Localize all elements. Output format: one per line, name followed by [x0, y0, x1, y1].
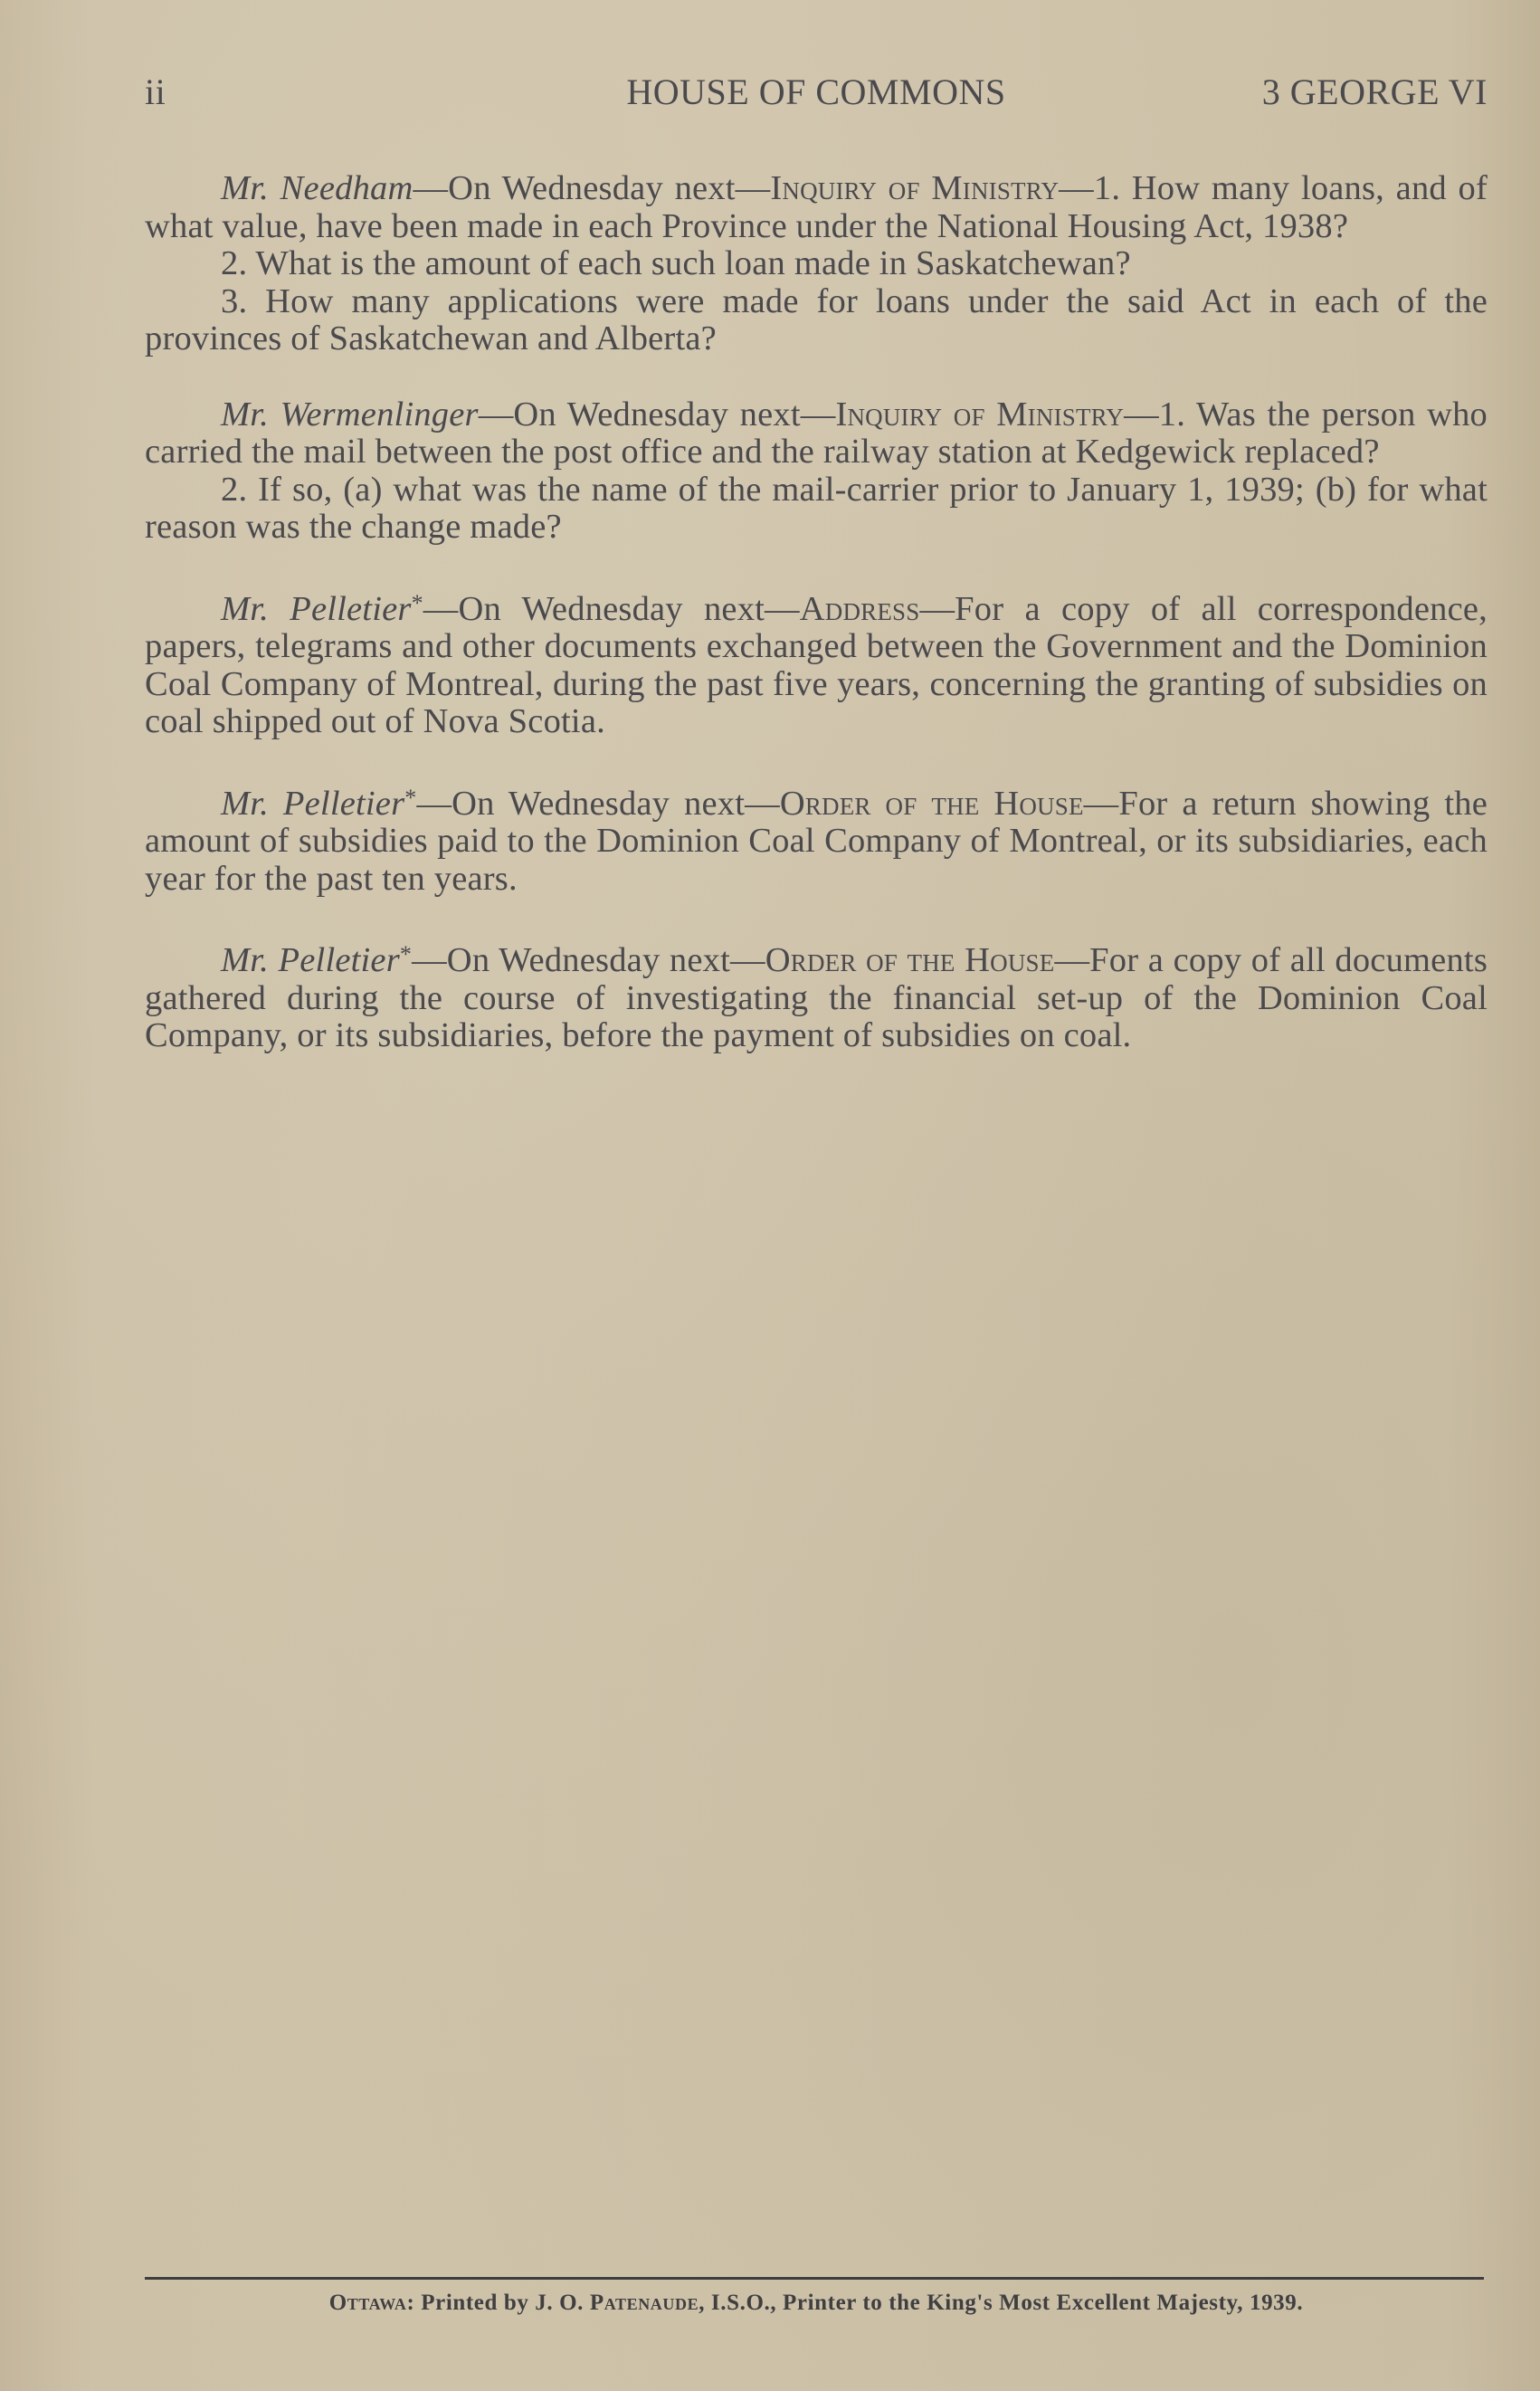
- notice-lead: —On Wednesday next—: [416, 784, 780, 823]
- notice-text: —For a return showing the amount of subsidies paid to the Dominion Coal Company of Montreal, or its subsidiaries, each year for the past ten years.: [145, 784, 1488, 898]
- printer-imprint: [145, 2290, 1488, 2317]
- member-name: Mr. Pelletier: [221, 589, 412, 628]
- notice-lead: —On Wednesday next—: [478, 395, 836, 433]
- notice-text: —For a copy of all documents gathered during the course of investigating the financial set-up of the Dominion Coal Company, or its subsidiaries, before the payment of subsidies on coal.: [145, 941, 1488, 1054]
- imprint-printer: Patenaude: [589, 2291, 699, 2315]
- notice-paragraph: [145, 779, 1488, 899]
- notice-lead: —On Wednesday next—: [412, 941, 765, 979]
- running-header: [145, 65, 1488, 119]
- notice-paragraph: 2. What is the amount of each such loan made in Saskatchewan?: [221, 244, 1131, 282]
- notice-type: Order of the House: [765, 941, 1055, 979]
- notice-paragraph: [145, 396, 1488, 472]
- notice-entry: [145, 585, 1488, 741]
- imprint-place: Ottawa: [328, 2291, 407, 2315]
- regnal-year: 3 GEORGE VI: [1261, 71, 1488, 112]
- notice-type: Inquiry of Ministry: [770, 169, 1060, 207]
- member-name: Mr. Pelletier: [221, 784, 405, 823]
- imprint-rest: , I.S.O., Printer to the King's Most Excellent Majesty, 1939.: [699, 2291, 1304, 2315]
- header-title: HOUSE OF COMMONS: [626, 71, 1006, 112]
- asterisk-mark: *: [411, 589, 423, 616]
- notice-type: Order of the House: [779, 784, 1084, 823]
- notice-type: Address: [799, 589, 920, 628]
- notice-text: —1. Was the person who carried the mail between the post office and the railway station at Kedgewick replaced?: [145, 395, 1488, 471]
- asterisk-mark: *: [404, 784, 417, 811]
- notice-paragraph: 3. How many applications were made for loans under the said Act in each of the provinces of Saskatchewan and Alberta?: [145, 281, 1488, 357]
- notice-lead: —On Wednesday next—: [423, 589, 800, 628]
- notice-paragraph: [145, 585, 1488, 741]
- notice-entry: [145, 936, 1488, 1055]
- notice-entry: [145, 170, 1488, 358]
- notice-text: —1. How many loans, and of what value, have been made in each Province under the National Housing Act, 1938?: [145, 169, 1488, 245]
- page-number: ii: [145, 71, 166, 112]
- footer-rule: [145, 2277, 1484, 2280]
- notice-entry: [145, 396, 1488, 547]
- member-name: Mr. Wermenlinger: [221, 395, 479, 433]
- member-name: Mr. Pelletier: [221, 941, 400, 979]
- notice-paragraph: 2. If so, (a) what was the name of the mail-carrier prior to January 1, 1939; (b) for what reason was the change made?: [145, 470, 1488, 546]
- asterisk-mark: *: [399, 941, 413, 967]
- notice-text: —For a copy of all correspondence, papers, telegrams and other documents exchanged between the Government and the Dominion Coal Company of Montreal, during the past five years, concerning the granting of subsidies on coal shipped out of Nova Scotia.: [145, 589, 1488, 740]
- notice-entry: [145, 779, 1488, 899]
- notice-lead: —On Wednesday next—: [413, 169, 771, 207]
- member-name: Mr. Needham: [221, 169, 414, 207]
- imprint-text: : Printed by J. O.: [406, 2291, 590, 2315]
- notices-body: [145, 170, 1488, 1093]
- notice-paragraph: [145, 170, 1488, 245]
- notice-paragraph: [145, 936, 1488, 1055]
- notice-type: Inquiry of Ministry: [835, 395, 1125, 433]
